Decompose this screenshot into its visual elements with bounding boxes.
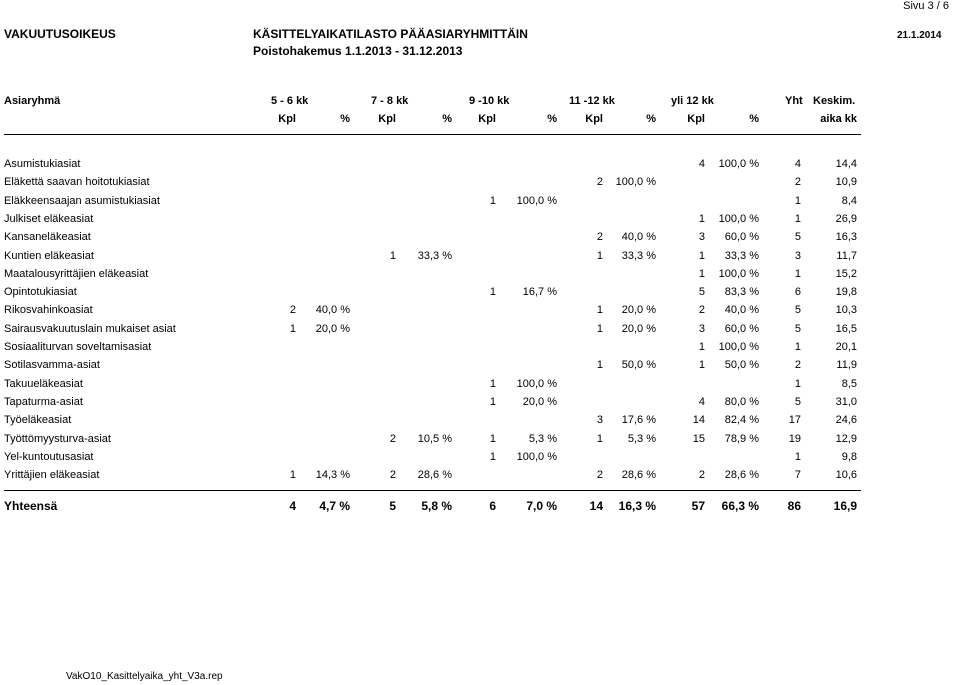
row-pct-cell: 17,6 % — [621, 414, 656, 427]
row-total-cell: 1 — [794, 194, 801, 207]
row-pct-cell: 20,0 % — [315, 322, 350, 335]
row-total-cell: 1 — [794, 341, 801, 353]
row-avg-cell: 10,9 — [835, 176, 857, 189]
report-date: 21.1.2014 — [897, 30, 942, 41]
row-total-cell: 3 — [794, 249, 801, 262]
row-count-cell: 2 — [596, 176, 603, 189]
column-subheader-kpl: Kpl — [687, 113, 705, 125]
row-count-cell: 1 — [489, 286, 496, 299]
table-row — [0, 228, 959, 246]
row-count-cell: 3 — [698, 322, 705, 335]
row-count-cell: 2 — [389, 432, 396, 445]
row-count-cell: 1 — [698, 249, 705, 262]
row-total-cell: 5 — [794, 395, 801, 408]
report-subtitle: Poistohakemus 1.1.2013 - 31.12.2013 — [253, 44, 463, 58]
row-pct-cell: 33,3 % — [621, 249, 656, 262]
total-pct-cell: 66,3 % — [721, 499, 759, 513]
row-label: Sosiaaliturvan soveltamisasiat — [4, 341, 152, 353]
row-avg-cell: 11,9 — [836, 359, 857, 372]
row-count-cell: 2 — [389, 469, 396, 482]
row-avg-cell: 20,1 — [835, 341, 857, 353]
row-avg-cell: 8,4 — [841, 194, 857, 207]
row-total-cell: 19 — [788, 432, 801, 445]
row-label: Asumistukiasiat — [4, 158, 81, 170]
organization-name: VAKUUTUSOIKEUS — [4, 27, 116, 41]
row-avg-cell: 10,3 — [835, 304, 857, 317]
row-total-cell: 1 — [794, 450, 801, 463]
row-avg-cell: 26,9 — [835, 212, 857, 225]
total-row — [0, 497, 959, 515]
footer-filename: VakO10_Kasittelyaika_yht_V3a.rep — [66, 671, 223, 682]
column-header-period-1: 5 - 6 kk — [271, 95, 309, 107]
row-pct-cell: 100,0 % — [516, 450, 557, 463]
row-count-cell: 1 — [698, 267, 705, 280]
row-avg-cell: 10,6 — [835, 469, 857, 482]
row-count-cell: 3 — [596, 414, 603, 427]
column-header-period-5: yli 12 kk — [671, 95, 714, 107]
row-pct-cell: 100,0 % — [718, 158, 759, 170]
row-total-cell: 2 — [794, 176, 801, 189]
row-pct-cell: 80,0 % — [724, 395, 759, 408]
total-count-cell: 57 — [691, 499, 705, 513]
row-avg-cell: 31,0 — [835, 395, 857, 408]
row-pct-cell: 28,6 % — [621, 469, 656, 482]
row-pct-cell: 20,0 % — [621, 322, 656, 335]
row-pct-cell: 33,3 % — [724, 249, 759, 262]
row-count-cell: 1 — [489, 432, 496, 445]
page-number: Sivu 3 / 6 — [903, 0, 949, 12]
table-row — [0, 173, 959, 191]
row-pct-cell: 100,0 % — [718, 267, 759, 280]
row-pct-cell: 60,0 % — [724, 231, 759, 244]
row-count-cell: 1 — [489, 377, 496, 390]
row-count-cell: 1 — [489, 450, 496, 463]
row-label: Yel-kuntoutusasiat — [4, 450, 94, 463]
total-yht-cell: 86 — [787, 499, 801, 513]
row-label: Sairausvakuutuslain mukaiset asiat — [4, 322, 176, 335]
row-avg-cell: 19,8 — [835, 286, 857, 299]
row-count-cell: 2 — [698, 469, 705, 482]
row-count-cell: 2 — [596, 231, 603, 244]
row-total-cell: 4 — [794, 158, 801, 170]
row-avg-cell: 15,2 — [835, 267, 857, 280]
row-count-cell: 5 — [698, 286, 705, 299]
column-subheader-pct: % — [646, 113, 656, 125]
row-pct-cell: 16,7 % — [522, 286, 557, 299]
row-pct-cell: 100,0 % — [718, 212, 759, 225]
total-count-cell: 6 — [489, 499, 496, 513]
row-label: Eläkettä saavan hoitotukiasiat — [4, 176, 150, 189]
row-pct-cell: 40,0 % — [724, 304, 759, 317]
row-pct-cell: 5,3 % — [528, 432, 557, 445]
row-pct-cell: 14,3 % — [315, 469, 350, 482]
table-row — [0, 155, 959, 173]
table-row — [0, 247, 959, 265]
row-label: Opintotukiasiat — [4, 286, 77, 299]
total-count-cell: 4 — [289, 499, 296, 513]
total-divider — [4, 490, 861, 491]
row-count-cell: 1 — [389, 249, 396, 262]
row-avg-cell: 14,4 — [835, 158, 857, 170]
row-count-cell: 1 — [596, 322, 603, 335]
row-total-cell: 5 — [794, 322, 801, 335]
row-pct-cell: 20,0 % — [621, 304, 656, 317]
row-count-cell: 4 — [698, 395, 705, 408]
column-subheader-kpl: Kpl — [585, 113, 603, 125]
column-header-keskim: Keskim. — [813, 95, 856, 107]
row-total-cell: 2 — [794, 359, 801, 372]
total-label: Yhteensä — [4, 499, 58, 513]
row-pct-cell: 40,0 % — [621, 231, 656, 244]
total-avg-cell: 16,9 — [833, 499, 857, 513]
row-avg-cell: 8,5 — [841, 377, 857, 390]
row-total-cell: 7 — [794, 469, 801, 482]
row-total-cell: 1 — [794, 267, 801, 280]
row-count-cell: 2 — [698, 304, 705, 317]
row-count-cell: 1 — [596, 359, 603, 372]
row-label: Maatalousyrittäjien eläkeasiat — [4, 267, 149, 280]
column-header-period-4: 11 -12 kk — [569, 95, 615, 107]
row-total-cell: 1 — [794, 377, 801, 390]
table-row — [0, 356, 959, 374]
row-pct-cell: 20,0 % — [522, 395, 557, 408]
column-header-aika: aika kk — [820, 113, 857, 125]
row-count-cell: 4 — [698, 158, 705, 170]
row-label: Takuueläkeasiat — [4, 377, 83, 390]
row-count-cell: 1 — [596, 249, 603, 262]
row-pct-cell: 60,0 % — [724, 322, 759, 335]
row-pct-cell: 33,3 % — [417, 249, 452, 262]
row-count-cell: 1 — [698, 359, 705, 372]
column-header-yht: Yht — [785, 95, 803, 107]
row-count-cell: 2 — [596, 469, 603, 482]
table-row — [0, 448, 959, 466]
row-count-cell: 1 — [489, 194, 496, 207]
row-label: Eläkkeensaajan asumistukiasiat — [4, 194, 160, 207]
total-count-cell: 5 — [389, 499, 396, 513]
row-label: Tapaturma-asiat — [4, 395, 83, 408]
total-pct-cell: 5,8 % — [421, 499, 452, 513]
row-count-cell: 1 — [698, 212, 705, 225]
row-total-cell: 1 — [794, 212, 801, 225]
row-pct-cell: 100,0 % — [615, 176, 656, 189]
row-pct-cell: 100,0 % — [718, 341, 759, 353]
row-count-cell: 1 — [289, 322, 296, 335]
row-count-cell: 1 — [489, 395, 496, 408]
column-subheader-kpl: Kpl — [378, 113, 396, 125]
row-count-cell: 1 — [698, 341, 705, 353]
row-pct-cell: 78,9 % — [724, 432, 759, 445]
row-count-cell: 3 — [698, 231, 705, 244]
row-total-cell: 17 — [788, 414, 801, 427]
row-count-cell: 1 — [596, 304, 603, 317]
row-pct-cell: 82,4 % — [724, 414, 759, 427]
row-label: Sotilasvamma-asiat — [4, 359, 100, 372]
row-count-cell: 1 — [596, 432, 603, 445]
column-subheader-kpl: Kpl — [278, 113, 296, 125]
report-title: KÄSITTELYAIKATILASTO PÄÄASIARYHMITTÄIN — [253, 27, 528, 41]
table-row — [0, 210, 959, 228]
row-avg-cell: 9,8 — [841, 450, 857, 463]
column-subheader-pct: % — [340, 113, 350, 125]
column-subheader-kpl: Kpl — [478, 113, 496, 125]
row-avg-cell: 11,7 — [836, 249, 857, 262]
row-avg-cell: 16,3 — [835, 231, 857, 244]
row-count-cell: 15 — [692, 432, 705, 445]
table-row — [0, 466, 959, 484]
column-subheader-pct: % — [547, 113, 557, 125]
total-pct-cell: 4,7 % — [319, 499, 350, 513]
row-label: Työttömyysturva-asiat — [4, 432, 111, 445]
row-pct-cell: 28,6 % — [417, 469, 452, 482]
column-header-group: Asiaryhmä — [4, 95, 61, 107]
row-label: Työeläkeasiat — [4, 414, 72, 427]
table-row — [0, 411, 959, 429]
header-divider — [4, 134, 861, 135]
row-avg-cell: 24,6 — [835, 414, 857, 427]
total-pct-cell: 7,0 % — [526, 499, 557, 513]
row-label: Rikosvahinkoasiat — [4, 304, 93, 317]
row-pct-cell: 50,0 % — [621, 359, 656, 372]
row-pct-cell: 28,6 % — [724, 469, 759, 482]
table-row — [0, 283, 959, 301]
column-subheader-pct: % — [749, 113, 759, 125]
table-row — [0, 320, 959, 338]
row-pct-cell: 83,3 % — [724, 286, 759, 299]
column-subheader-pct: % — [442, 113, 452, 125]
column-header-period-3: 9 -10 kk — [469, 95, 510, 107]
row-count-cell: 2 — [289, 304, 296, 317]
row-label: Yrittäjien eläkeasiat — [4, 469, 100, 482]
table-row — [0, 375, 959, 393]
row-count-cell: 14 — [692, 414, 705, 427]
total-pct-cell: 16,3 % — [618, 499, 656, 513]
table-row — [0, 301, 959, 319]
row-total-cell: 5 — [794, 304, 801, 317]
row-avg-cell: 12,9 — [835, 432, 857, 445]
table-row — [0, 338, 959, 356]
row-pct-cell: 10,5 % — [417, 432, 452, 445]
table-row — [0, 393, 959, 411]
row-label: Julkiset eläkeasiat — [4, 212, 94, 225]
row-label: Kuntien eläkeasiat — [4, 249, 94, 262]
row-label: Kansaneläkeasiat — [4, 231, 91, 244]
row-pct-cell: 50,0 % — [724, 359, 759, 372]
table-row — [0, 265, 959, 283]
row-count-cell: 1 — [289, 469, 296, 482]
row-avg-cell: 16,5 — [835, 322, 857, 335]
total-count-cell: 14 — [589, 499, 603, 513]
row-pct-cell: 5,3 % — [627, 432, 656, 445]
row-pct-cell: 100,0 % — [516, 194, 557, 207]
table-row — [0, 192, 959, 210]
row-total-cell: 6 — [794, 286, 801, 299]
row-total-cell: 5 — [794, 231, 801, 244]
column-header-period-2: 7 - 8 kk — [371, 95, 409, 107]
table-row — [0, 430, 959, 448]
row-pct-cell: 40,0 % — [315, 304, 350, 317]
row-pct-cell: 100,0 % — [516, 377, 557, 390]
